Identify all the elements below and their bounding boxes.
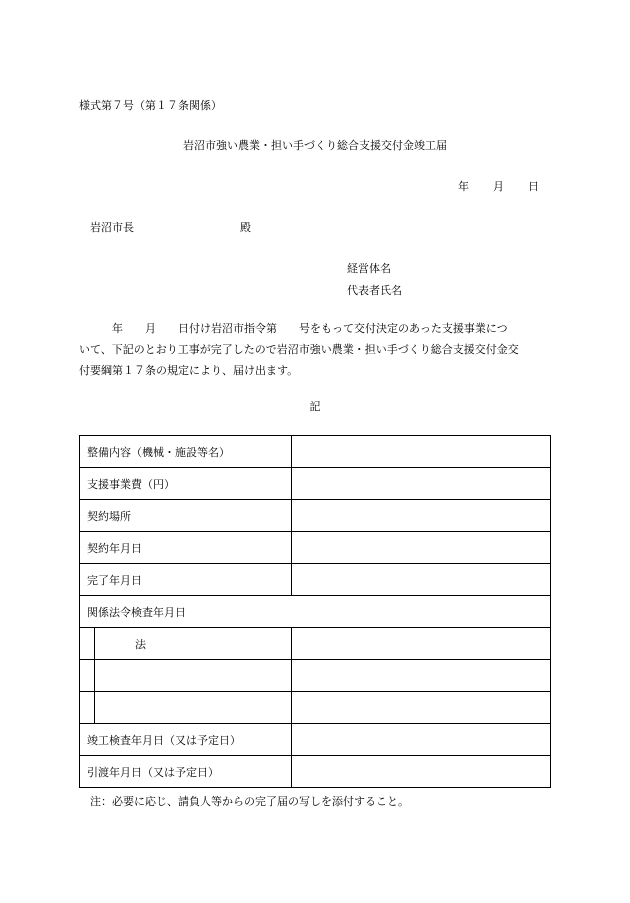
table-row: [80, 564, 551, 596]
addressee: [90, 219, 251, 235]
table-row: [80, 756, 551, 788]
document-title: 岩沼市強い農業・担い手づくり総合支援交付金竣工届: [183, 139, 447, 152]
date-year-label: 年: [458, 180, 469, 193]
row-value-equipment[interactable]: [292, 436, 551, 468]
table-row: [80, 500, 551, 532]
sub-row-value-2[interactable]: [292, 660, 551, 692]
row-value-handover-date[interactable]: [292, 756, 551, 788]
table-row: [80, 692, 551, 724]
row-value-completion-date[interactable]: [292, 564, 551, 596]
table-row: [80, 628, 551, 660]
footnote: 注：必要に応じ、請負人等からの完了届の写しを添付すること。: [90, 795, 409, 808]
table-row: [80, 724, 551, 756]
body-text: [79, 318, 554, 381]
sub-row-text-1: 法: [135, 637, 146, 651]
body-line-1: 年 月 日付け岩沼市指令第 号をもって交付決定のあった支援事業につ: [79, 322, 508, 335]
row-label-contract-place: 契約場所: [80, 500, 292, 532]
sub-row-value-3[interactable]: [292, 692, 551, 724]
body-line-3: 付要綱第１７条の規定により、届け出ます。: [79, 364, 299, 377]
row-value-cost[interactable]: [292, 468, 551, 500]
date-month-label: 月: [493, 180, 504, 193]
row-label-final-inspection: 竣工検査年月日（又は予定日）: [80, 724, 292, 756]
date-day-label: 日: [528, 180, 539, 193]
row-value-final-inspection[interactable]: [292, 724, 551, 756]
table-row: [80, 532, 551, 564]
representative-label: 代表者氏名: [347, 284, 402, 297]
table-row: [80, 596, 551, 628]
table-row: [80, 436, 551, 468]
row-label-handover-date: 引渡年月日（又は予定日）: [80, 756, 292, 788]
sub-row-label-3: [80, 692, 292, 724]
sub-row-label-1: [80, 628, 292, 660]
addressee-name: 岩沼市長: [90, 221, 134, 234]
sub-row-label-2: [80, 660, 292, 692]
body-line-2: いて、下記のとおり工事が完了したので岩沼市強い農業・担い手づくり総合支援交付金交: [79, 343, 519, 356]
date-line: [458, 178, 539, 194]
addressee-honorific: 殿: [240, 221, 251, 234]
organization-label: 経営体名: [347, 262, 391, 275]
row-value-contract-date[interactable]: [292, 532, 551, 564]
items-table: [79, 435, 551, 788]
table-row: [80, 660, 551, 692]
applicant-block: [347, 258, 402, 302]
row-label-contract-date: 契約年月日: [80, 532, 292, 564]
row-label-completion-date: 完了年月日: [80, 564, 292, 596]
table-row: [80, 468, 551, 500]
row-label-inspection-date: 関係法令検査年月日: [80, 596, 551, 628]
row-label-cost: 支援事業費（円）: [80, 468, 292, 500]
ki-heading: 記: [309, 400, 321, 413]
row-label-equipment: 整備内容（機械・施設等名）: [80, 436, 292, 468]
sub-row-value-1[interactable]: [292, 628, 551, 660]
row-value-contract-place[interactable]: [292, 500, 551, 532]
form-number: 様式第７号（第１７条関係）: [79, 99, 222, 112]
